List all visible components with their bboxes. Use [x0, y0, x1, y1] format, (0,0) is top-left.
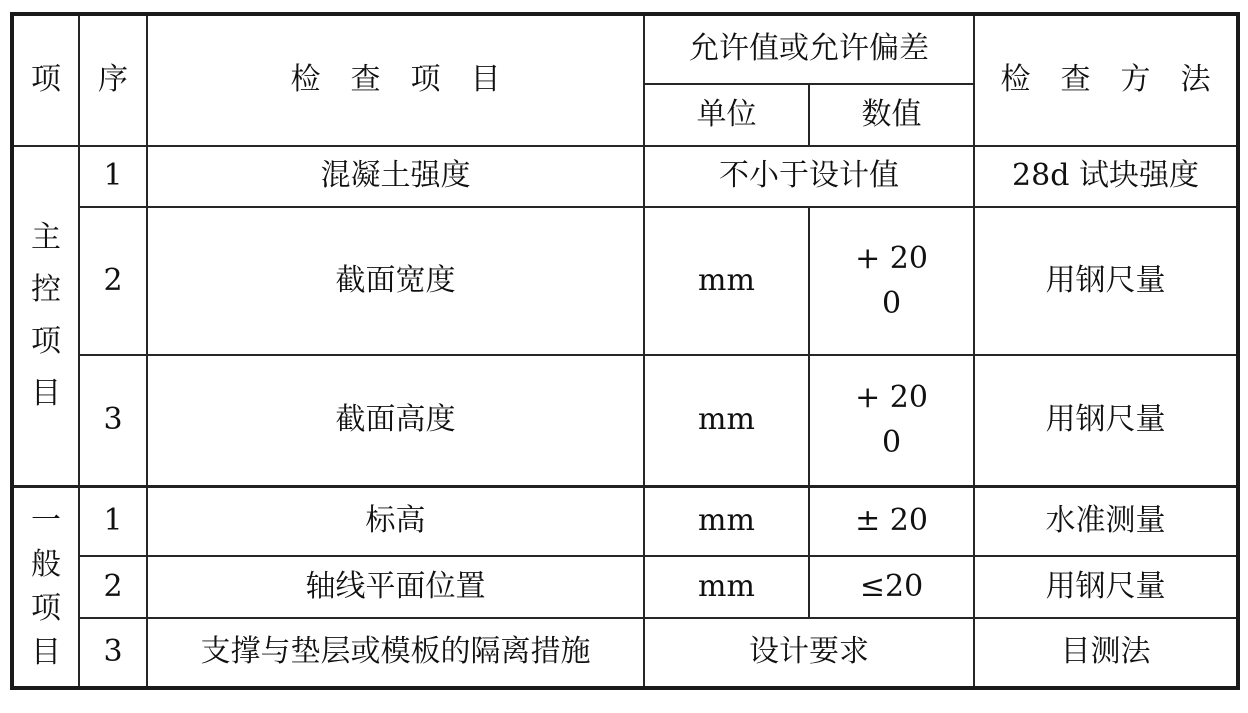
seq-cell: 2	[79, 556, 147, 618]
value-line-top: + 20	[855, 241, 928, 276]
header-cell-allowance: 允许值或允许偏差	[644, 14, 974, 84]
seq-cell: 1	[79, 146, 147, 207]
table-row	[12, 618, 1238, 688]
section-label-char: 主	[31, 219, 61, 255]
header-cell-check-item: 检 查 项 目	[147, 14, 644, 146]
seq-cell: 3	[79, 618, 147, 688]
value-line-bottom: 0	[881, 425, 902, 461]
section-label-main-control	[12, 146, 79, 486]
header-cell-item: 项	[12, 14, 79, 146]
value-line-top: + 20	[855, 380, 928, 416]
section-label-char: 般	[31, 546, 61, 582]
value-cell	[809, 355, 974, 486]
table-row	[12, 486, 1238, 556]
header-cell-value: 数值	[809, 84, 974, 146]
allowance-merged-cell: 不小于设计值	[644, 146, 974, 207]
section-label-char: 目	[31, 634, 61, 670]
value-cell: ≤20	[809, 556, 974, 618]
method-cell: 目测法	[974, 618, 1238, 688]
method-cell: 水准测量	[974, 486, 1238, 556]
header-cell-unit: 单位	[644, 84, 809, 146]
unit-cell: mm	[644, 355, 809, 486]
table-row	[12, 556, 1238, 618]
section-label-general	[12, 486, 79, 688]
method-cell: 28d 试块强度	[974, 146, 1238, 207]
section-label-char: 一	[31, 502, 61, 538]
section-label-char: 项	[31, 590, 61, 626]
method-cell: 用钢尺量	[974, 355, 1238, 486]
value-line-bottom: 0	[881, 286, 902, 321]
table-row	[12, 355, 1238, 486]
method-cell: 用钢尺量	[974, 556, 1238, 618]
value-cell: ± 20	[809, 486, 974, 556]
item-cell: 混凝土强度	[147, 146, 644, 207]
seq-cell: 3	[79, 355, 147, 486]
seq-cell: 1	[79, 486, 147, 556]
item-cell: 截面高度	[147, 355, 644, 486]
section-label-char: 目	[31, 375, 61, 411]
header-cell-seq: 序	[79, 14, 147, 146]
table-row	[12, 207, 1238, 355]
item-cell: 截面宽度	[147, 207, 644, 355]
inspection-spec-table	[10, 12, 1240, 690]
allowance-merged-cell: 设计要求	[644, 618, 974, 688]
header-cell-method: 检 查 方 法	[974, 14, 1238, 146]
value-cell	[809, 207, 974, 355]
table-row	[12, 146, 1238, 207]
method-cell: 用钢尺量	[974, 207, 1238, 355]
unit-cell: mm	[644, 486, 809, 556]
header-row-1	[12, 14, 1238, 84]
seq-cell: 2	[79, 207, 147, 355]
item-cell: 标高	[147, 486, 644, 556]
unit-cell: mm	[644, 556, 809, 618]
section-label-char: 项	[31, 323, 61, 359]
item-cell: 轴线平面位置	[147, 556, 644, 618]
unit-cell: mm	[644, 207, 809, 355]
item-cell: 支撑与垫层或模板的隔离措施	[147, 618, 644, 688]
section-label-char: 控	[31, 271, 61, 307]
